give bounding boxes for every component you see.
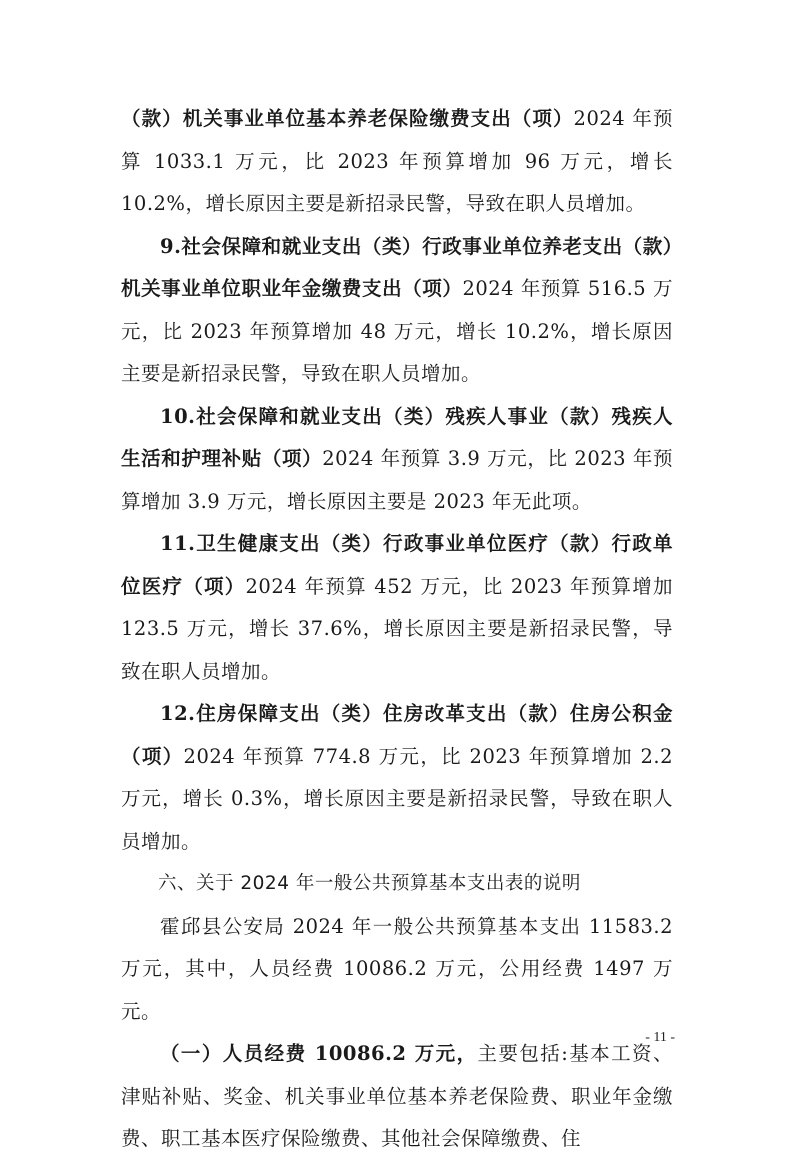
item-text: 2024 年预算 516.5 万元，比 2023 年预算增加 48 万元，增长 10.2%，增长原因主要是新招录民警，导致在职人员增加。 [121,277,673,385]
paragraph-item-8-continued [121,98,673,226]
document-body [121,98,673,1161]
item-title: 11.卫生健康支出（类）行政事业单位医疗（款）行政单位医疗（项） [121,532,673,598]
summary-paragraph: 霍邱县公安局 2024 年一般公共预算基本支出 11583.2 万元，其中，人员经费 10086.2 万元，公用经费 1497 万元。 [121,914,673,1023]
paragraph-item-11 [121,523,673,693]
item-text: 2024 年预算 774.8 万元，比 2023 年预算增加 2.2 万元，增长 0.3%，增长原因主要是新招录民警，导致在职人员增加。 [121,744,673,853]
page-number: - 11 - [645,1030,675,1045]
item-text: 2024 年预算 452 万元，比 2023 年预算增加 123.5 万元，增长 37.6%，增长原因主要是新招录民警，导致在职人员增加。 [121,574,673,683]
personnel-text: 主要包括:基本工资、津贴补贴、奖金、机关事业单位基本养老保险费、职业年金缴费、职工基本医疗保险缴费、其他社会保障缴费、住 [121,1042,673,1150]
personnel-paragraph [121,1033,673,1161]
paragraph-item-12 [121,693,673,863]
item-title: 12.住房保障支出（类）住房改革支出（款）住房公积金（项） [121,702,673,768]
item-text: 2024 年预算 3.9 万元，比 2023 年预算增加 3.9 万元，增长原因主要是 2023 年无此项。 [121,447,673,513]
section-heading: 六、关于 2024 年一般公共预算基本支出表的说明 [158,873,581,894]
item-text: 2024 年预算 1033.1 万元，比 2023 年预算增加 96 万元，增长 10.2%，增长原因主要是新招录民警，导致在职人员增加。 [121,107,673,215]
paragraph-item-9 [121,226,673,396]
personnel-title: （一）人员经费 10086.2 万元， [160,1042,478,1065]
item-title: 9.社会保障和就业支出（类）行政事业单位养老支出（款）机关事业单位职业年金缴费支出（项） [121,234,673,300]
item-title: 10.社会保障和就业支出（类）残疾人事业（款）残疾人生活和护理补贴（项） [121,404,673,470]
item-title: （款）机关事业单位基本养老保险缴费支出（项） [121,107,574,130]
paragraph-item-10 [121,396,673,524]
